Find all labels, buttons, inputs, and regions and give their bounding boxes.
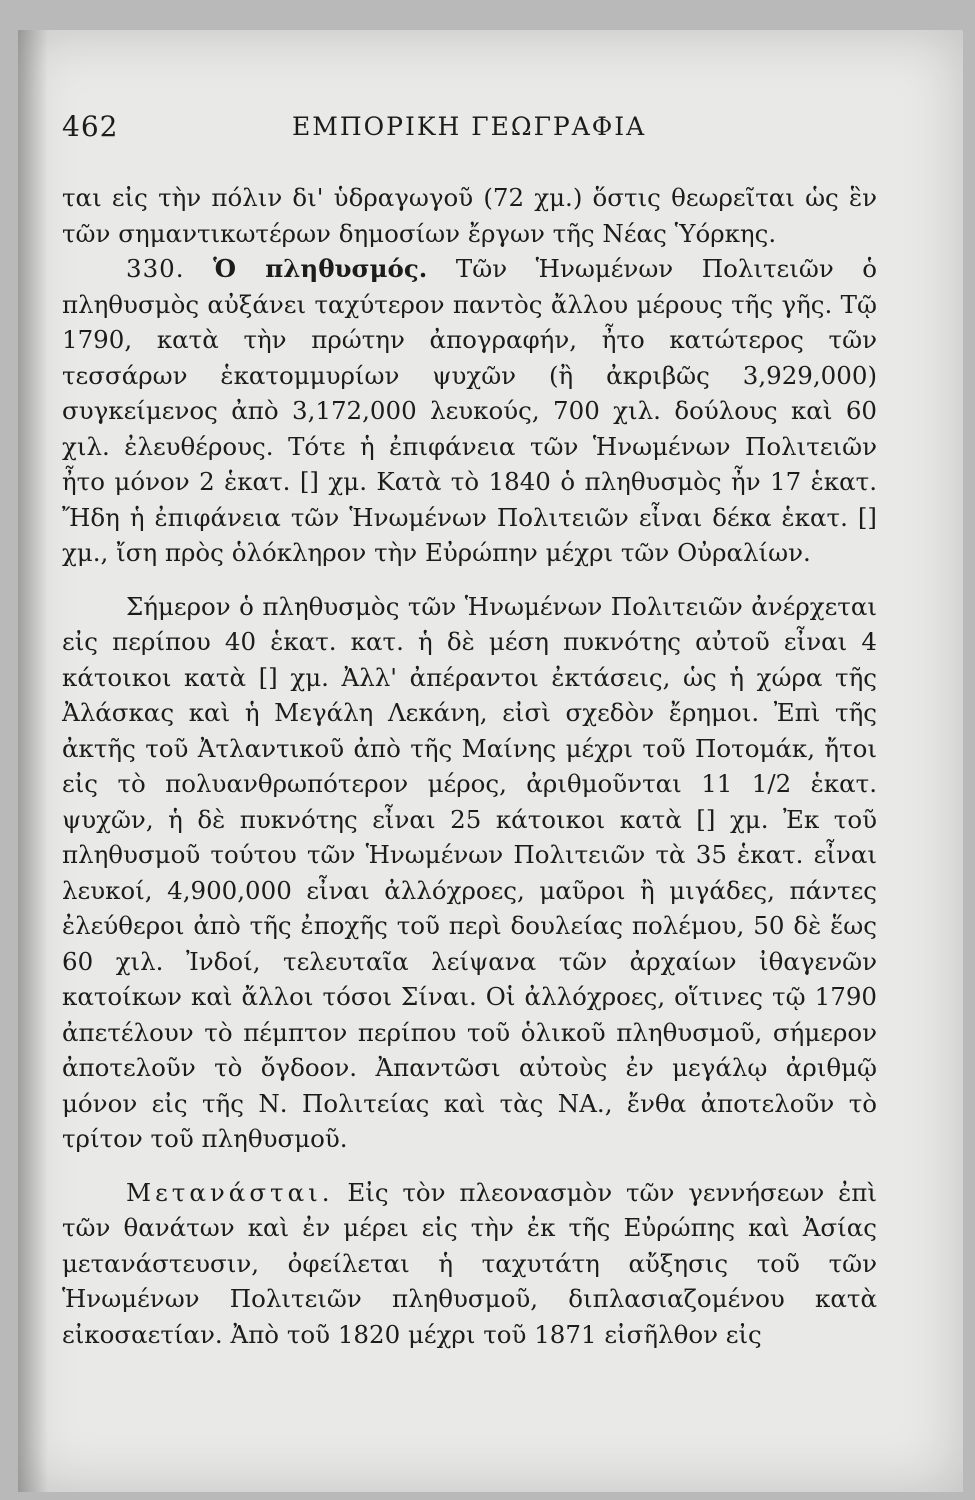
body-text <box>62 180 877 1352</box>
section-text: Τῶν Ἡνωμένων Πολιτειῶν ὁ πληθυσμὸς αὐξάνει ταχύτερον παντὸς ἄλλου μέρους τῆς γῆς. Τῷ 1790, κατὰ τὴν πρώτην ἀπογραφήν, ἦτο κατώτερος τῶν τεσσάρων ἑκατομμυρίων ψυχῶν (ἢ ἀκριβῶς 3,929,000) συγκείμενος ἀπὸ 3,172,000 λευκούς, 700 χιλ. δούλους καὶ 60 χιλ. ἐλευθέρους. Τότε ἡ ἐπιφάνεια τῶν Ἡνωμένων Πολιτειῶν ἦτο μόνον 2 ἑκατ. [] χμ. Κατὰ τὸ 1840 ὁ πληθυσμὸς ἦν 17 ἑκατ. Ἤδη ἡ ἐπιφάνεια τῶν Ἡνωμένων Πολιτειῶν εἶναι δέκα ἑκατ. [] χμ., ἴση πρὸς ὁλόκληρον τὴν Εὐρώπην μέχρι τῶν Οὐραλίων. <box>62 254 877 567</box>
subsection-text: Εἰς τὸν πλεονασμὸν τῶν γεννήσεων ἐπὶ τῶν θανάτων καὶ ἐν μέρει εἰς τὴν ἐκ τῆς Εὐρώπης καὶ Ἀσίας μετανάστευσιν, ὀφείλεται ἡ ταχυτάτη αὔξησις τοῦ τῶν Ἡνωμένων Πολιτειῶν πληθυσμοῦ, διπλασιαζομένου κατὰ εἰκοσαετίαν. Ἀπὸ τοῦ 1820 μέχρι τοῦ 1871 εἰσῆλθον εἰς <box>62 1177 877 1349</box>
page-header <box>62 110 882 154</box>
book-page <box>18 30 963 1492</box>
page-number: 462 <box>62 110 119 143</box>
section-title: Ὁ πληθυσμός. <box>213 254 428 283</box>
running-head: ΕΜΠΟΡΙΚΗ ΓΕΩΓΡΑΦΙΑ <box>292 112 647 141</box>
paragraph-330 <box>62 251 877 571</box>
paragraph-present-population: Σήμερον ὁ πληθυσμὸς τῶν Ἡνωμένων Πολιτειῶν ἀνέρχεται εἰς περίπου 40 ἑκατ. κατ. ἡ δὲ μέση πυκνότης αὐτοῦ εἶναι 4 κάτοικοι κατὰ [] χμ. Ἀλλ' ἀπέραντοι ἐκτάσεις, ὡς ἡ χώρα τῆς Ἀλάσκας καὶ ἡ Μεγάλη Λεκάνη, εἰσὶ σχεδὸν ἔρημοι. Ἐπὶ τῆς ἀκτῆς τοῦ Ἀτλαντικοῦ ἀπὸ τῆς Μαίνης μέχρι τοῦ Ποτομάκ, ἤτοι εἰς τὸ πολυανθρωπότερον μέρος, ἀριθμοῦνται 11 1/2 ἑκατ. ψυχῶν, ἡ δὲ πυκνότης εἶναι 25 κάτοικοι κατὰ [] χμ. Ἐκ τοῦ πληθυσμοῦ τούτου τῶν Ἡνωμένων Πολιτειῶν τὰ 35 ἑκατ. εἶναι λευκοί, 4,900,000 εἶναι ἀλλόχροες, μαῦροι ἢ μιγάδες, πάντες ἐλεύθεροι ἀπὸ τῆς ἐποχῆς τοῦ περὶ δουλείας πολέμου, 50 δὲ ἕως 60 χιλ. Ἰνδοί, τελευταῖα λείψανα τῶν ἀρχαίων ἰθαγενῶν κατοίκων καὶ ἄλλοι τόσοι Σίναι. Οἱ ἀλλόχροες, οἵτινες τῷ 1790 ἀπετέλουν τὸ πέμπτον περίπου τοῦ ὁλικοῦ πληθυσμοῦ, σήμερον ἀποτελοῦν τὸ ὄγδοον. Ἀπαντῶσι αὐτοὺς ἐν μεγάλῳ ἀριθμῷ μόνον εἰς τῆς Ν. Πολιτείας καὶ τὰς ΝΑ., ἔνθα ἀποτελοῦν τὸ τρίτον τοῦ πληθυσμοῦ. <box>62 591 877 1153</box>
paragraph-immigrants <box>62 1175 877 1353</box>
paragraph-continuation: ται εἰς τὴν πόλιν δι' ὑδραγωγοῦ (72 χμ.) ὅστις θεωρεῖται ὡς ἓν τῶν σημαντικωτέρων δημοσίων ἔργων τῆς Νέας Ὑόρκης. <box>62 183 877 248</box>
subsection-title: Μετανάσται. <box>126 1177 334 1207</box>
section-number: 330. <box>126 254 185 283</box>
